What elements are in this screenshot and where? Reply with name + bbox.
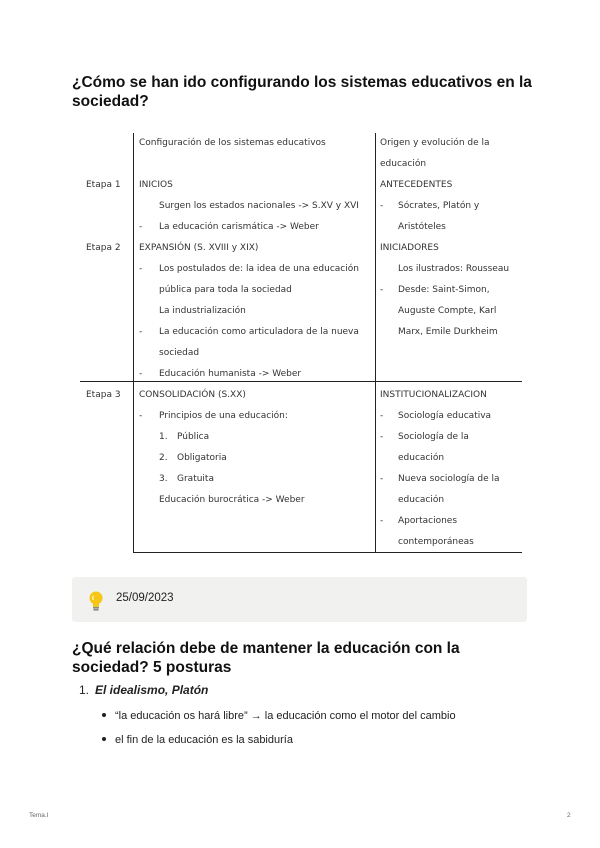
callout-date: 25/09/2023 <box>116 592 174 604</box>
table-cell-line: educación <box>398 453 445 463</box>
table-cell-line: EXPANSIÓN (S. XVIII y XIX) <box>139 243 259 253</box>
table-divider <box>375 133 376 553</box>
table-cell-line: - Sociología de la <box>380 432 469 442</box>
page-heading-relation: ¿Qué relación debe de mantener la educación con la sociedad? 5 posturas <box>72 640 460 676</box>
table-cell-line: 3. Gratuita <box>159 474 214 484</box>
table-cell-line: educación <box>398 495 445 505</box>
table-cell-line: 1. Pública <box>159 432 210 442</box>
table-cell-line: CONSOLIDACIÓN (S.XX) <box>139 390 246 400</box>
list-number: 1. <box>79 683 90 697</box>
table-cell-line: INSTITUCIONALIZACION <box>380 390 487 400</box>
table-cell-line: Los ilustrados: Rousseau <box>398 264 510 274</box>
table-cell-line: Surgen los estados nacionales -> S.XV y XVI <box>159 201 359 211</box>
table-divider <box>80 381 522 382</box>
table-col-header: educación <box>380 159 427 169</box>
table-cell-line: - Sócrates, Platón y <box>380 201 480 211</box>
bullet-item: el fin de la educación es la sabiduría <box>102 734 293 746</box>
stages-table-image <box>80 133 522 553</box>
table-col-header: Configuración de los sistemas educativos <box>139 138 326 148</box>
table-cell-line: Auguste Compte, Karl <box>398 306 497 316</box>
table-cell-line: Aristóteles <box>398 222 446 232</box>
bullet-dot-icon <box>102 713 106 717</box>
date-callout <box>72 577 527 622</box>
table-cell-line: - Aportaciones <box>380 516 458 526</box>
table-cell-line: sociedad <box>159 348 200 358</box>
table-cell-line: - Los postulados de: la idea de una educación <box>139 264 359 274</box>
table-cell-line: La industrialización <box>159 306 246 316</box>
table-cell-line: contemporáneas <box>398 537 474 547</box>
table-cell-line: - Nueva sociología de la <box>380 474 500 484</box>
table-cell-line: - La educación carismática -> Weber <box>139 222 319 232</box>
table-cell-line: - La educación como articuladora de la nueva <box>139 327 359 337</box>
stage-label: Etapa 2 <box>86 243 121 253</box>
table-cell-line: - Desde: Saint-Simon, <box>380 285 490 295</box>
footer-page-number: 2 <box>567 812 571 819</box>
table-cell-line: pública para toda la sociedad <box>159 285 292 295</box>
page-heading-systems: ¿Cómo se han ido configurando los sistemas educativos en la sociedad? <box>72 74 532 110</box>
table-cell-line: - Principios de una educación: <box>139 411 288 421</box>
table-divider <box>133 133 134 553</box>
stage-label: Etapa 1 <box>86 180 121 190</box>
table-cell-line: - Sociología educativa <box>380 411 492 421</box>
table-cell-line: Marx, Emile Durkheim <box>398 327 498 337</box>
ordered-list-item <box>79 683 208 697</box>
table-divider <box>133 552 522 553</box>
stage-label: Etapa 3 <box>86 390 121 400</box>
bullet-item: “la educación os hará libre” → la educación como el motor del cambio <box>102 710 456 722</box>
table-cell-line: Educación burocrática -> Weber <box>159 495 305 505</box>
footer-doc-title: Tema.I <box>29 812 49 819</box>
table-col-header: Origen y evolución de la <box>380 138 490 148</box>
table-cell-line: INICIADORES <box>380 243 439 253</box>
lightbulb-icon <box>87 590 105 612</box>
table-cell-line: INICIOS <box>139 180 173 190</box>
table-cell-line: - Educación humanista -> Weber <box>139 369 302 379</box>
list-item-title: El idealismo, Platón <box>95 683 209 697</box>
bullet-dot-icon <box>102 737 106 741</box>
table-cell-line: 2. Obligatoria <box>159 453 227 463</box>
table-cell-line: ANTECEDENTES <box>380 180 453 190</box>
